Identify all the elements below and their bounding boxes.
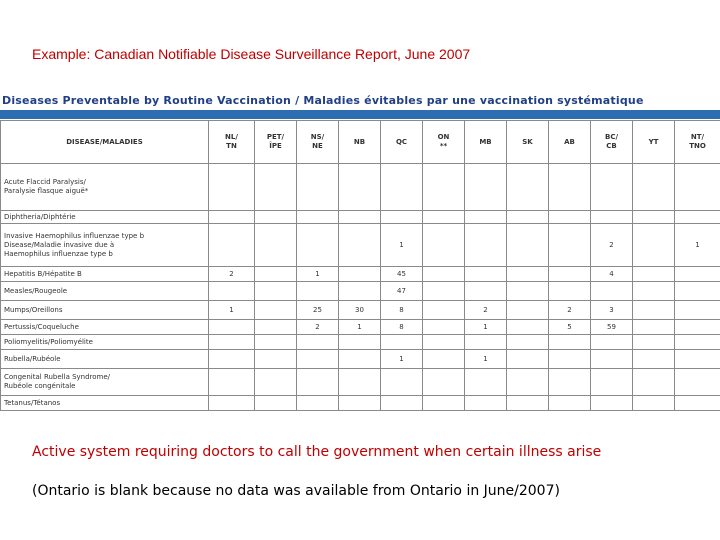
case-count-cell: 1 <box>209 301 255 320</box>
case-count-cell <box>675 335 720 350</box>
disease-name-cell: Pertussis/Coqueluche <box>1 320 209 335</box>
case-count-cell <box>381 164 423 211</box>
case-count-cell <box>507 267 549 282</box>
case-count-cell <box>209 350 255 369</box>
slide-title: Example: Canadian Notifiable Disease Surveillance Report, June 2007 <box>32 46 471 62</box>
case-count-cell <box>675 282 720 301</box>
case-count-cell: 1 <box>465 320 507 335</box>
case-count-cell <box>633 282 675 301</box>
case-count-cell <box>549 211 591 224</box>
disease-name-cell: Tetanus/Tétanos <box>1 396 209 411</box>
table-row <box>1 396 720 411</box>
case-count-cell: 59 <box>591 320 633 335</box>
case-count-cell <box>297 396 339 411</box>
case-count-cell <box>465 211 507 224</box>
case-count-cell <box>465 396 507 411</box>
case-count-cell: 2 <box>297 320 339 335</box>
case-count-cell <box>339 211 381 224</box>
case-count-cell <box>633 267 675 282</box>
case-count-cell <box>255 282 297 301</box>
case-count-cell <box>297 224 339 267</box>
case-count-cell: 1 <box>465 350 507 369</box>
case-count-cell <box>591 164 633 211</box>
case-count-cell <box>255 350 297 369</box>
case-count-cell <box>507 320 549 335</box>
case-count-cell <box>423 320 465 335</box>
case-count-cell <box>507 164 549 211</box>
case-count-cell <box>423 369 465 396</box>
case-count-cell <box>675 164 720 211</box>
column-header-province: NS/ NE <box>297 121 339 164</box>
case-count-cell <box>339 350 381 369</box>
case-count-cell <box>675 350 720 369</box>
case-count-cell <box>339 282 381 301</box>
case-count-cell <box>339 224 381 267</box>
case-count-cell <box>255 211 297 224</box>
case-count-cell <box>549 335 591 350</box>
case-count-cell <box>675 301 720 320</box>
case-count-cell <box>255 301 297 320</box>
case-count-cell <box>549 369 591 396</box>
case-count-cell <box>209 164 255 211</box>
case-count-cell <box>591 211 633 224</box>
case-count-cell <box>591 369 633 396</box>
case-count-cell <box>423 335 465 350</box>
column-header-province: NB <box>339 121 381 164</box>
case-count-cell <box>507 350 549 369</box>
table-row <box>1 267 720 282</box>
case-count-cell <box>423 350 465 369</box>
case-count-cell <box>297 335 339 350</box>
case-count-cell <box>297 350 339 369</box>
case-count-cell: 2 <box>209 267 255 282</box>
table-row <box>1 211 720 224</box>
case-count-cell <box>507 224 549 267</box>
case-count-cell <box>423 396 465 411</box>
case-count-cell <box>209 282 255 301</box>
case-count-cell <box>675 211 720 224</box>
case-count-cell <box>339 267 381 282</box>
column-header-province: BC/ CB <box>591 121 633 164</box>
column-header-province: AB <box>549 121 591 164</box>
case-count-cell <box>209 320 255 335</box>
case-count-cell <box>675 369 720 396</box>
case-count-cell <box>633 224 675 267</box>
case-count-cell <box>339 369 381 396</box>
disease-name-cell: Poliomyelitis/Poliomyélite <box>1 335 209 350</box>
case-count-cell <box>339 164 381 211</box>
report-table-viewport <box>0 120 720 425</box>
case-count-cell: 4 <box>591 267 633 282</box>
disease-name-cell: Hepatitis B/Hépatite B <box>1 267 209 282</box>
column-header-province: NL/ TN <box>209 121 255 164</box>
case-count-cell <box>633 350 675 369</box>
case-count-cell: 1 <box>675 224 720 267</box>
case-count-cell <box>549 164 591 211</box>
column-header-province: SK <box>507 121 549 164</box>
case-count-cell <box>633 335 675 350</box>
case-count-cell <box>591 350 633 369</box>
case-count-cell <box>423 267 465 282</box>
case-count-cell <box>591 282 633 301</box>
case-count-cell <box>465 224 507 267</box>
case-count-cell <box>339 335 381 350</box>
case-count-cell: 30 <box>339 301 381 320</box>
case-count-cell <box>297 369 339 396</box>
case-count-cell <box>209 369 255 396</box>
case-count-cell <box>255 320 297 335</box>
case-count-cell: 1 <box>381 224 423 267</box>
case-count-cell: 1 <box>339 320 381 335</box>
case-count-cell <box>255 224 297 267</box>
case-count-cell <box>465 267 507 282</box>
column-header-province: YT <box>633 121 675 164</box>
case-count-cell: 2 <box>549 301 591 320</box>
case-count-cell: 2 <box>591 224 633 267</box>
case-count-cell <box>675 396 720 411</box>
note-active-system: Active system requiring doctors to call the government when certain illness arise <box>32 444 602 460</box>
case-count-cell <box>209 396 255 411</box>
case-count-cell: 8 <box>381 320 423 335</box>
column-header-province: ON ** <box>423 121 465 164</box>
case-count-cell <box>297 211 339 224</box>
case-count-cell <box>465 335 507 350</box>
case-count-cell <box>633 396 675 411</box>
case-count-cell: 8 <box>381 301 423 320</box>
table-row <box>1 164 720 211</box>
case-count-cell: 1 <box>381 350 423 369</box>
table-header-row <box>1 121 720 164</box>
case-count-cell <box>507 396 549 411</box>
case-count-cell <box>591 396 633 411</box>
case-count-cell <box>549 267 591 282</box>
case-count-cell <box>381 211 423 224</box>
table-row <box>1 320 720 335</box>
table-row <box>1 224 720 267</box>
note-ontario-blank: (Ontario is blank because no data was available from Ontario in June/2007) <box>32 483 560 499</box>
case-count-cell <box>255 369 297 396</box>
table-row <box>1 301 720 320</box>
case-count-cell: 1 <box>297 267 339 282</box>
table-heading: Diseases Preventable by Routine Vaccination / Maladies évitables par une vaccination systématique <box>2 94 644 107</box>
column-header-province: QC <box>381 121 423 164</box>
table-header-band <box>0 110 720 119</box>
case-count-cell <box>675 320 720 335</box>
case-count-cell <box>423 224 465 267</box>
case-count-cell <box>423 301 465 320</box>
case-count-cell <box>633 320 675 335</box>
case-count-cell <box>591 335 633 350</box>
surveillance-table <box>0 120 720 411</box>
case-count-cell: 3 <box>591 301 633 320</box>
case-count-cell <box>507 369 549 396</box>
case-count-cell <box>633 301 675 320</box>
table-row <box>1 350 720 369</box>
column-header-province: NT/ TNO <box>675 121 720 164</box>
table-row <box>1 335 720 350</box>
case-count-cell <box>209 211 255 224</box>
disease-name-cell: Diphtheria/Diphtérie <box>1 211 209 224</box>
case-count-cell: 25 <box>297 301 339 320</box>
case-count-cell <box>255 396 297 411</box>
case-count-cell <box>465 164 507 211</box>
case-count-cell <box>381 335 423 350</box>
case-count-cell <box>255 267 297 282</box>
case-count-cell <box>209 224 255 267</box>
case-count-cell <box>465 282 507 301</box>
case-count-cell <box>507 335 549 350</box>
case-count-cell <box>507 211 549 224</box>
disease-name-cell: Rubella/Rubéole <box>1 350 209 369</box>
case-count-cell <box>423 211 465 224</box>
case-count-cell <box>549 224 591 267</box>
case-count-cell <box>465 369 507 396</box>
case-count-cell <box>549 350 591 369</box>
disease-name-cell: Congenital Rubella Syndrome/ Rubéole congénitale <box>1 369 209 396</box>
column-header-province: PET/ ÎPE <box>255 121 297 164</box>
case-count-cell <box>507 301 549 320</box>
case-count-cell <box>549 396 591 411</box>
disease-name-cell: Invasive Haemophilus influenzae type b Disease/Maladie invasive due à Haemophilus influenzae type b <box>1 224 209 267</box>
case-count-cell: 45 <box>381 267 423 282</box>
case-count-cell <box>381 369 423 396</box>
case-count-cell <box>633 211 675 224</box>
case-count-cell <box>633 369 675 396</box>
case-count-cell <box>381 396 423 411</box>
case-count-cell <box>423 164 465 211</box>
case-count-cell <box>209 335 255 350</box>
column-header-disease: DISEASE/MALADIES <box>1 121 209 164</box>
disease-name-cell: Measles/Rougeole <box>1 282 209 301</box>
case-count-cell <box>255 335 297 350</box>
column-header-province: MB <box>465 121 507 164</box>
table-row <box>1 282 720 301</box>
case-count-cell <box>549 282 591 301</box>
disease-name-cell: Mumps/Oreillons <box>1 301 209 320</box>
case-count-cell <box>297 282 339 301</box>
case-count-cell: 5 <box>549 320 591 335</box>
case-count-cell <box>255 164 297 211</box>
case-count-cell: 2 <box>465 301 507 320</box>
case-count-cell <box>339 396 381 411</box>
table-row <box>1 369 720 396</box>
case-count-cell <box>297 164 339 211</box>
disease-name-cell: Acute Flaccid Paralysis/ Paralysie flasque aiguë* <box>1 164 209 211</box>
case-count-cell <box>507 282 549 301</box>
case-count-cell <box>423 282 465 301</box>
case-count-cell <box>675 267 720 282</box>
case-count-cell <box>633 164 675 211</box>
case-count-cell: 47 <box>381 282 423 301</box>
